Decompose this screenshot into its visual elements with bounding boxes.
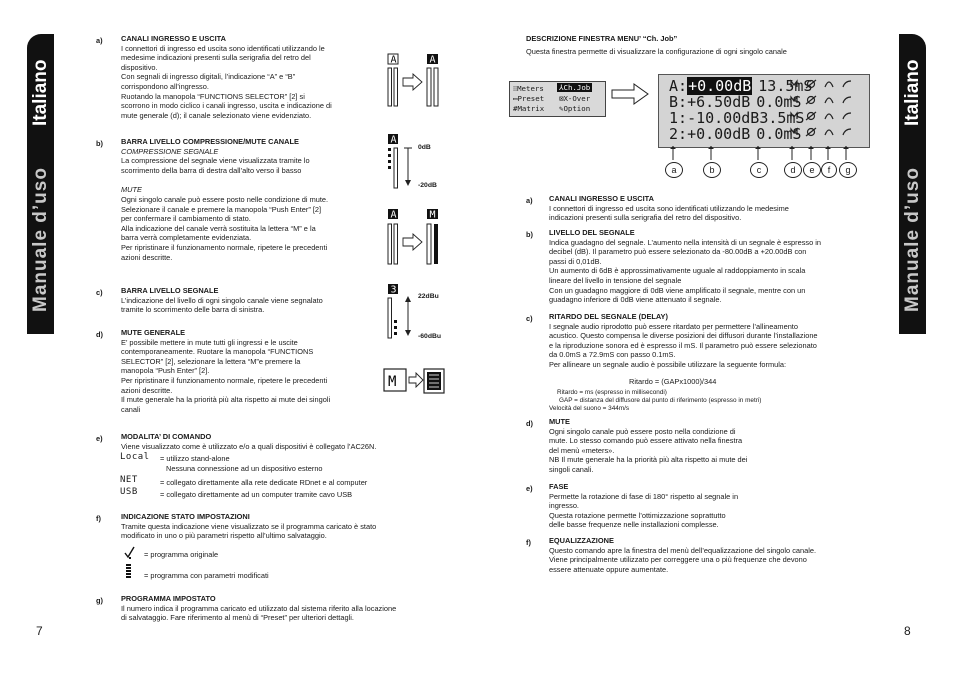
compression-top-label: 0dB bbox=[418, 144, 431, 151]
lcd-row: 1:-10.00dB3.5mS bbox=[669, 109, 805, 127]
legend-modified: = programma con parametri modificati bbox=[144, 571, 269, 580]
page-number-left: 7 bbox=[36, 624, 43, 638]
section-title: MUTE GENERALE bbox=[121, 328, 186, 337]
section-letter: e) bbox=[526, 484, 533, 493]
menu-item-xover[interactable]: ⊠X-Over bbox=[559, 94, 591, 103]
callout-d: d bbox=[784, 162, 802, 178]
section-letter: d) bbox=[96, 330, 103, 339]
text-line: di salvataggio. Fare riferimento al menù di “Preset” per ulteriori dettagli. bbox=[121, 613, 354, 623]
lcd-row: B:+6.50dB 0.0mS bbox=[669, 93, 802, 111]
text-line: Permette la rotazione di fase di 180° rispetto al segnale in bbox=[549, 491, 739, 501]
eq-icon bbox=[825, 82, 833, 135]
level-bottom-label: -60dBu bbox=[418, 333, 442, 340]
menu-item-label: X-Over bbox=[563, 94, 591, 103]
text-line: SELECTOR” [2], selezionare la lettera “M”e premere la bbox=[121, 356, 301, 366]
mode-code-usb: USB bbox=[120, 487, 138, 497]
section-letter: b) bbox=[96, 139, 103, 148]
text-line: L’indicazione del livello di ogni singolo canale viene segnalato bbox=[121, 295, 323, 305]
text-line: del menù «meters». bbox=[549, 445, 615, 455]
text-line: modificato in uno o più parametri rispetto all’ultimo salvataggio. bbox=[121, 531, 327, 541]
text-line: Un aumento di 6dB è approssimativamente uguale al raddoppiamento in scala bbox=[549, 266, 806, 276]
legend-original: = programma originale bbox=[144, 550, 219, 559]
text-line: tramite lo scorrimento delle barra di sinistra. bbox=[121, 305, 265, 315]
section-title: PROGRAMMA IMPOSTATO bbox=[121, 594, 216, 603]
general-mute-illustration bbox=[382, 364, 446, 398]
formula-notes bbox=[557, 389, 761, 405]
right-section-f bbox=[549, 536, 874, 574]
text-line: Indica guadagno del segnale. L’aumento nella intensità di un segnale è espresso in bbox=[549, 237, 822, 247]
subsection-title: COMPRESSIONE SEGNALE bbox=[121, 146, 219, 156]
callout-b: b bbox=[703, 162, 721, 178]
lcd-letter: M bbox=[388, 374, 397, 390]
text-line: azioni descritte. bbox=[121, 385, 173, 395]
original-program-icon bbox=[124, 546, 136, 560]
right-section-b bbox=[549, 228, 874, 305]
mode-desc: = collegato direttamente ad un computer tramite cavo USB bbox=[160, 490, 353, 499]
callout-e: e bbox=[803, 162, 821, 178]
section-title: CANALI INGRESSO E USCITA bbox=[121, 34, 226, 43]
lcd-letter: M bbox=[429, 209, 436, 221]
section-e-block bbox=[121, 432, 451, 451]
section-letter: b) bbox=[526, 230, 533, 239]
section-title: MUTE bbox=[549, 417, 570, 426]
subsection-title: MUTE bbox=[121, 185, 142, 195]
lcd-letter: A bbox=[390, 54, 397, 66]
modified-program-icon bbox=[125, 564, 133, 580]
callout-f: f bbox=[821, 162, 837, 178]
text-line: per confermare il cambiamento di stato. bbox=[121, 214, 251, 224]
lcd-channel[interactable]: 2 bbox=[669, 125, 679, 143]
menu-item-meters[interactable]: ⁞⁞Meters bbox=[513, 84, 544, 93]
text-line: Per ripristinare il funzionamento normale, ripetere le precedenti bbox=[121, 242, 328, 252]
section-title: BARRA LIVELLO COMPRESSIONE/MUTE CANALE bbox=[121, 137, 299, 146]
right-header bbox=[526, 34, 886, 56]
window-description: Questa finestra permette di visualizzare la configurazione di ogni singolo canale bbox=[526, 46, 787, 56]
text-line: E’ possibile mettere in mute tutti gli ingressi e le uscite bbox=[121, 337, 298, 347]
section-title: CANALI INGRESSO E USCITA bbox=[549, 194, 654, 203]
language-tab-label: Italiano bbox=[30, 59, 51, 126]
text-line: delle basse frequenze nelle installazioni complesse. bbox=[549, 520, 719, 530]
text-line: guadagno inferiore di 0dB viene attenuato il segnale. bbox=[549, 295, 722, 305]
section-d-block bbox=[121, 328, 369, 414]
mode-code-net: NET bbox=[120, 475, 138, 485]
text-line: indicazioni presenti sulla serigrafia del retro del dispositivo. bbox=[549, 213, 742, 223]
mode-desc: Nessuna connessione ad un dispositivo esterno bbox=[166, 464, 323, 473]
text-line: Il mute generale ha la priorità più alta rispetto ai mute dei singoli bbox=[121, 395, 331, 405]
text-line: medesime indicazioni presenti sulla serigrafia del retro del bbox=[121, 53, 311, 63]
mode-desc: = utilizzo stand-alone bbox=[160, 454, 230, 463]
mode-code-local: Local bbox=[120, 452, 150, 462]
section-letter: c) bbox=[96, 288, 103, 297]
language-tab-label: Italiano bbox=[902, 59, 923, 126]
text-line: Questo comando apre la finestra del menù dell’equalizzazione del singolo canale. bbox=[549, 545, 817, 555]
section-f-block bbox=[121, 512, 445, 541]
menu-item-label: Option bbox=[563, 104, 591, 113]
section-c-block bbox=[121, 286, 371, 315]
text-line: mute generale (d); il canale selezionato viene evidenziato. bbox=[121, 110, 312, 120]
text-line: canali bbox=[121, 404, 141, 414]
text-line: scorrimento della barra di destra dall’alto verso il basso bbox=[121, 165, 302, 175]
text-line: azioni descritte. bbox=[121, 252, 173, 262]
mute-bar-illustration bbox=[384, 208, 446, 272]
lcd-gain[interactable]: -10.00dB bbox=[687, 109, 760, 127]
lcd-gain[interactable]: +6.50dB bbox=[687, 93, 751, 111]
callout-a: a bbox=[665, 162, 683, 178]
menu-item-label: Preset bbox=[517, 94, 545, 103]
text-line: e la riproduzione sonora ed è espresso il mS. Il parametro può essere selezionato bbox=[549, 340, 817, 350]
menu-item-chjob[interactable]: ⅄Ch.Job bbox=[559, 83, 591, 92]
menu-item-option[interactable]: ✎Option bbox=[559, 104, 591, 113]
phase-icon bbox=[806, 80, 816, 136]
channel-select-illustration bbox=[384, 50, 446, 112]
text-line: Con segnali di ingresso digitali, l’indicazione “A” e “B” bbox=[121, 72, 296, 82]
text-line: barra verrà completamente evidenziata. bbox=[121, 233, 252, 243]
text-line: La compressione del segnale viene visualizzata tramite lo bbox=[121, 156, 310, 166]
text-line: I connettori di ingresso ed uscita sono identificati utilizzando le bbox=[121, 43, 325, 53]
text-line: singoli canali. bbox=[549, 464, 594, 474]
lcd-channel[interactable]: A bbox=[669, 77, 679, 95]
text-line: Ogni singolo canale può essere posto nella condizione di bbox=[549, 426, 736, 436]
text-line: contemporaneamente. Ruotare la manopola “FUNCTIONS bbox=[121, 347, 314, 357]
text-line: Ritardo = ms (espresso in millisecondi) bbox=[557, 389, 667, 396]
section-letter: d) bbox=[526, 419, 533, 428]
lcd-delay[interactable]: 13.5mS bbox=[758, 77, 813, 95]
filter-icon bbox=[843, 81, 851, 135]
text-line: Selezionare il canale e premere la manopola “Push Enter” [2] bbox=[121, 204, 322, 214]
menu-item-label: Matrix bbox=[517, 104, 545, 113]
text-line: I segnale audio riprodotto può essere ritardato per permettere l’allineamento bbox=[549, 321, 798, 331]
manual-title-left: Manuale d’uso bbox=[30, 167, 51, 312]
text-line: Alla indicazione del canale verrà sostituita la lettera “M” e la bbox=[121, 223, 316, 233]
text-line: Ogni singolo canale può essere posto nelle condizione di mute. bbox=[121, 194, 329, 204]
page-number-right: 8 bbox=[904, 624, 911, 638]
text-line: Viene visualizzato come è utilizzato e/o a quali dispositivi è collegato l’AC26N. bbox=[121, 441, 377, 451]
menu-item-matrix[interactable]: #Matrix bbox=[513, 104, 545, 113]
right-section-d bbox=[549, 417, 789, 475]
compression-bottom-label: -20dB bbox=[418, 182, 437, 189]
right-section-c bbox=[549, 312, 874, 370]
mute-icon bbox=[791, 81, 797, 135]
lcd-delay[interactable]: 0.0mS bbox=[756, 93, 802, 111]
section-letter: a) bbox=[96, 36, 103, 45]
text-line: decibel (dB). Il parametro può essere selezionato da -80.00dB a +20.00dB con bbox=[549, 247, 807, 257]
text-line: da 0.0mS a 72.9mS con passo 0.1mS. bbox=[549, 350, 676, 360]
menu-item-preset[interactable]: ▭Preset bbox=[513, 94, 545, 103]
lcd-row: 2:+0.00dB 0.0mS bbox=[669, 125, 802, 143]
section-letter: f) bbox=[526, 538, 531, 547]
section-title: BARRA LIVELLO SEGNALE bbox=[121, 286, 219, 295]
section-title: LIVELLO DEL SEGNALE bbox=[549, 228, 635, 237]
text-line: NB Il mute generale ha la priorità più alta rispetto ai mute dei bbox=[549, 455, 748, 465]
text-line: scorrono in modo ciclico i canali ingresso, uscita e indicazione di bbox=[121, 101, 332, 111]
lcd-delay[interactable]: 0.0mS bbox=[756, 125, 802, 143]
section-letter: e) bbox=[96, 434, 103, 443]
section-g-block bbox=[121, 594, 451, 623]
text-line: acustico. Questo compensa le diverse posizioni dei diffusori durante l’installazione bbox=[549, 331, 818, 341]
lcd-delay[interactable]: 3.5mS bbox=[759, 109, 805, 127]
text-line: I connettori di ingresso ed uscita sono identificati utilizzando le medesime bbox=[549, 203, 789, 213]
menu-panel bbox=[509, 81, 606, 117]
text-line: Con un guadagno maggiore di 0dB viene amplificato il segnale, mentre con un bbox=[549, 285, 806, 295]
level-top-label: 22dBu bbox=[418, 293, 439, 300]
lcd-letter: A bbox=[390, 134, 397, 146]
text-line: dispositivo. bbox=[121, 62, 158, 72]
section-title: RITARDO DEL SEGNALE (DELAY) bbox=[549, 312, 668, 321]
text-line: Il numero indica il programma caricato ed utilizzato dal sistema riferito alla locazione bbox=[121, 603, 397, 613]
section-b-block bbox=[121, 137, 371, 262]
manual-title-right: Manuale d’uso bbox=[902, 167, 923, 312]
text-line: Tramite questa indicazione viene visualizzato se il programma caricato è stato bbox=[121, 521, 377, 531]
text-line: corrispondono all’ingresso. bbox=[121, 81, 209, 91]
channel-lcd bbox=[658, 74, 870, 148]
menu-item-label: Meters bbox=[517, 84, 544, 93]
lcd-channel[interactable]: B bbox=[669, 93, 679, 111]
section-title: MODALITA’ DI COMANDO bbox=[121, 432, 212, 441]
lcd-icons bbox=[789, 77, 867, 145]
section-text bbox=[121, 44, 369, 121]
section-letter: c) bbox=[526, 314, 533, 323]
section-letter: g) bbox=[96, 596, 103, 605]
section-title: FASE bbox=[549, 482, 569, 491]
delay-formula: Ritardo = (GAPx1000)/344 bbox=[629, 377, 717, 386]
callout-g: g bbox=[839, 162, 857, 178]
right-section-e bbox=[549, 482, 789, 530]
lcd-row: A:+0.00dB 13.5mS bbox=[669, 77, 813, 95]
text-line: Per allineare un segnale audio è possibile utilizzare la seguente formula: bbox=[549, 359, 787, 369]
section-letter: a) bbox=[526, 196, 533, 205]
text-line: GAP = distanza del diffusore dal punto di riferimento (espresso in metri) bbox=[559, 397, 762, 404]
lcd-letter: A bbox=[390, 209, 397, 221]
lcd-channel[interactable]: 1 bbox=[669, 109, 679, 127]
text-line: mute. Lo stesso comando può essere attivato nella finestra bbox=[549, 436, 743, 446]
text-line: essere attenuate oppure aumentate. bbox=[549, 564, 669, 574]
text-line: lineare del livello in tensione del segnale bbox=[549, 275, 682, 285]
section-title: EQUALIZZAZIONE bbox=[549, 536, 614, 545]
menu-item-label: Ch.Job bbox=[563, 83, 591, 92]
section-a-block bbox=[121, 34, 369, 120]
arrow-icon bbox=[610, 82, 652, 106]
right-section-a bbox=[549, 194, 874, 223]
formula-note-speed: Velocità del suono = 344m/s bbox=[549, 405, 630, 412]
text-line: Questa rotazione permette l’ottimizzazione soprattutto bbox=[549, 510, 726, 520]
lcd-gain[interactable]: +0.00dB bbox=[687, 125, 751, 143]
text-line: Ruotando la manopola “FUNCTIONS SELECTOR” [2] si bbox=[121, 91, 305, 101]
lcd-letter: A bbox=[429, 54, 436, 66]
text-line: ingresso. bbox=[549, 501, 579, 511]
lcd-letter: 3 bbox=[390, 284, 397, 296]
mode-desc: = collegato direttamente alla rete dedicate RDnet e al computer bbox=[160, 478, 368, 487]
window-title: DESCRIZIONE FINESTRA MENU’ “Ch. Job” bbox=[526, 34, 678, 43]
text-line: Viene principalmente utilizzato per correggere una o più frequenze che devono bbox=[549, 555, 807, 565]
text-line: Per ripristinare il funzionamento normale, ripetere le precedenti bbox=[121, 375, 328, 385]
section-title: INDICAZIONE STATO IMPOSTAZIONI bbox=[121, 512, 250, 521]
text-line: passi di 0,01dB. bbox=[549, 256, 602, 266]
section-letter: f) bbox=[96, 514, 101, 523]
callout-c: c bbox=[750, 162, 768, 178]
text-line: manopola “Push Enter” [2]. bbox=[121, 366, 210, 376]
lcd-gain[interactable]: +0.00dB bbox=[688, 77, 752, 95]
